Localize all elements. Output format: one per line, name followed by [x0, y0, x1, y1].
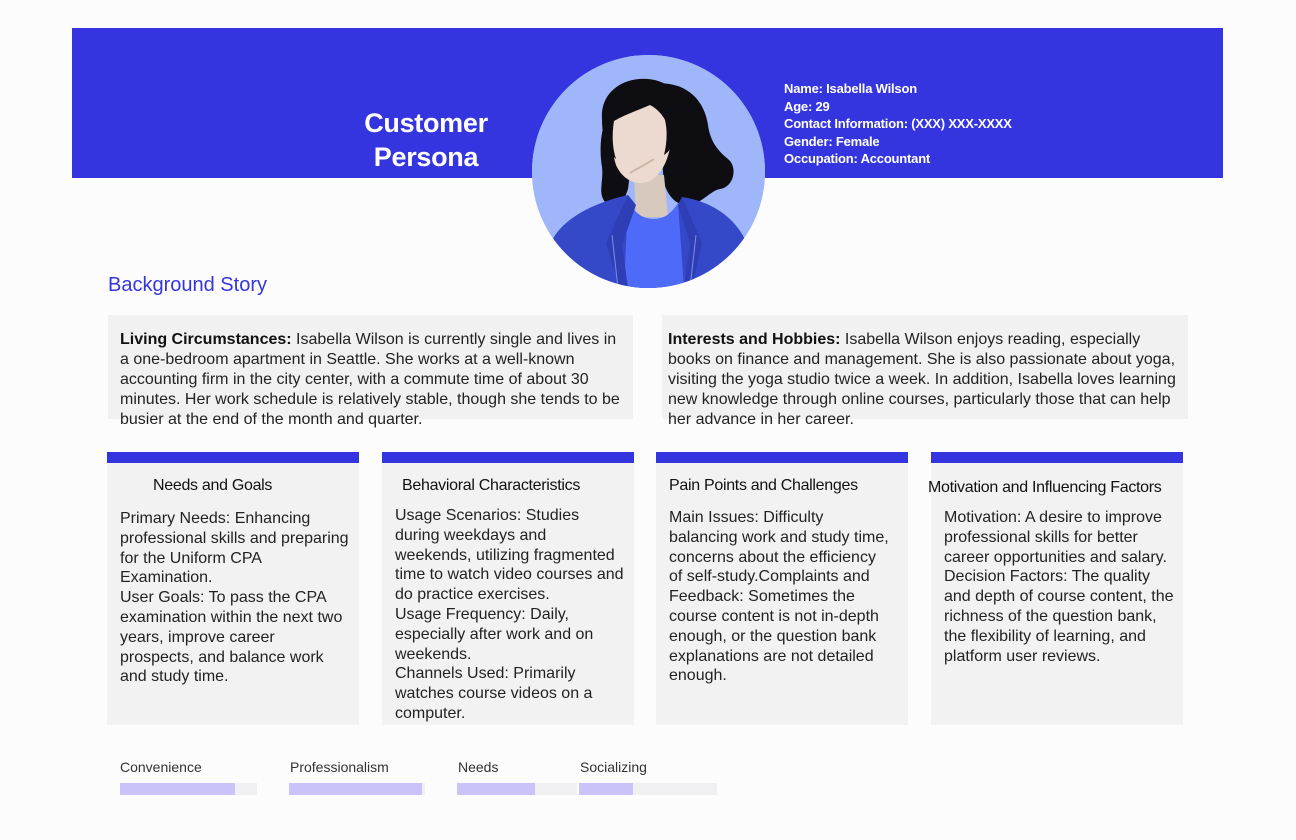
metric-professionalism-fill: [289, 783, 422, 795]
metric-professionalism-bar: [289, 783, 425, 795]
pain-points-body: Main Issues: Difficulty balancing work and study time, concerns about the efficiency of self-study.Complaints and Feedback: Sometimes the course content is not in-depth enough, or the question bank explanations are not detailed enough.: [669, 509, 889, 685]
metric-needs-bar: [457, 783, 577, 795]
profile-name: Name: Isabella Wilson: [784, 81, 917, 96]
metric-socializing-label: Socializing: [580, 759, 647, 775]
metric-convenience-bar: [120, 783, 257, 795]
profile-occupation: Occupation: Accountant: [784, 151, 931, 166]
interests-text: [668, 330, 1180, 430]
pain-points-title: Pain Points and Challenges: [669, 477, 858, 494]
column-accent-bar: [656, 452, 908, 463]
living-circumstances-text: [120, 330, 628, 430]
column-accent-bar: [107, 452, 359, 463]
background-story-heading: Background Story: [108, 274, 267, 296]
column-accent-bar: [931, 452, 1183, 463]
needs-goals-title: Needs and Goals: [153, 477, 273, 494]
page-title-line1: Customer: [364, 108, 488, 138]
interests-label: Interests and Hobbies:: [668, 331, 841, 348]
metric-socializing-fill: [579, 783, 633, 795]
interests-body: Isabella Wilson enjoys reading, especially books on finance and management. She is also passionate about yoga, visiting the yoga studio twice a week. In addition, Isabella loves learning new knowledge through online courses, particularly those that can help her advance in her career.: [668, 331, 1176, 428]
behavioral-body: Usage Scenarios: Studies during weekdays and weekends, utilizing fragmented time to watch video courses and do practice exercises. Usage Frequency: Daily, especially after work and on weekends. Channels Used: Primarily watches course videos on a computer.: [395, 507, 624, 722]
avatar: [532, 55, 765, 288]
metric-convenience-label: Convenience: [120, 759, 202, 775]
profile-age: Age: 29: [784, 98, 830, 114]
metric-professionalism-label: Professionalism: [290, 759, 389, 775]
motivation-title: Motivation and Influencing Factors: [928, 479, 1162, 496]
metric-needs-label: Needs: [458, 759, 499, 775]
column-accent-bar: [382, 452, 634, 463]
living-circumstances-label: Living Circumstances:: [120, 331, 292, 348]
profile-contact: Contact Information: (XXX) XXX-XXXX: [784, 116, 1012, 131]
woman-portrait-icon: [532, 55, 765, 288]
motivation-body: Motivation: A desire to improve professional skills for better career opportunities and salary. Decision Factors: The quality and depth of course content, the richness of the question bank, the flexibility of learning, and platform user reviews.: [944, 509, 1174, 665]
behavioral-title: Behavioral Characteristics: [402, 477, 581, 494]
profile-info: [784, 80, 1012, 168]
metric-convenience-fill: [120, 783, 235, 795]
profile-gender: Gender: Female: [784, 133, 880, 149]
needs-goals-body: Primary Needs: Enhancing professional skills and preparing for the Uniform CPA Examination. User Goals: To pass the CPA examination within the next two years, improve career prospects, and balance work and study time.: [120, 510, 349, 686]
metric-needs-fill: [457, 783, 535, 795]
page-title-line2: Persona: [373, 142, 479, 172]
metric-socializing-bar: [579, 783, 717, 795]
page-title: [330, 106, 522, 174]
living-circumstances-body: Isabella Wilson is currently single and lives in a one-bedroom apartment in Seattle. She works at a well-known accounting firm in the city center, with a commute time of about 30 minutes. Her work schedule is relatively stable, though she tends to be busier at the end of the month and quarter.: [120, 331, 620, 428]
